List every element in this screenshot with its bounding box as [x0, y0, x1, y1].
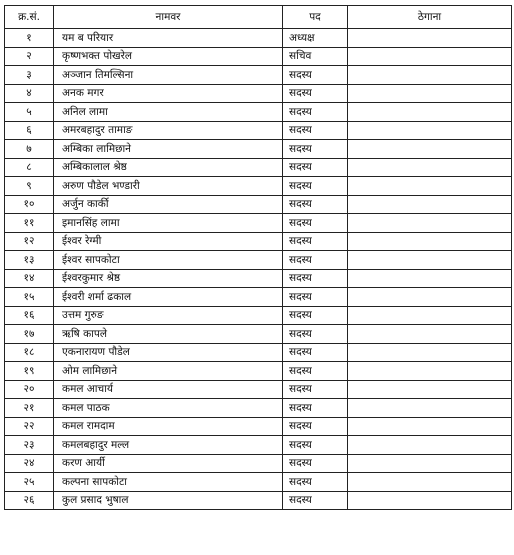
post-cell: सदस्य [283, 306, 348, 325]
address-cell [348, 417, 512, 436]
serial-number-cell: ४ [5, 84, 54, 103]
address-cell [348, 177, 512, 196]
address-cell [348, 66, 512, 85]
table-row [5, 84, 512, 103]
table-row [5, 140, 512, 159]
member-name-cell: कृष्णभक्त पोखरेल [54, 47, 283, 66]
header-row [5, 6, 512, 29]
address-cell [348, 121, 512, 140]
table-row [5, 473, 512, 492]
address-cell [348, 362, 512, 381]
serial-number-cell: २३ [5, 436, 54, 455]
post-cell: सदस्य [283, 103, 348, 122]
address-cell [348, 232, 512, 251]
member-name-cell: अनिल लामा [54, 103, 283, 122]
address-cell [348, 158, 512, 177]
member-name-cell: कमल पाठक [54, 399, 283, 418]
member-name-cell: ईश्वर सापकोटा [54, 251, 283, 270]
member-name-cell: ईश्वरी शर्मा ढकाल [54, 288, 283, 307]
member-name-cell: अम्बिकालाल श्रेष्ठ [54, 158, 283, 177]
member-name-cell: एकनारायण पौडेल [54, 343, 283, 362]
address-cell [348, 399, 512, 418]
table-row [5, 491, 512, 510]
address-cell [348, 436, 512, 455]
members-table [4, 5, 512, 510]
post-cell: सदस्य [283, 473, 348, 492]
address-cell [348, 473, 512, 492]
header-address: ठेगाना [348, 6, 512, 29]
address-cell [348, 84, 512, 103]
member-name-cell: अमरबहादुर तामाङ [54, 121, 283, 140]
table-row [5, 380, 512, 399]
address-cell [348, 491, 512, 510]
address-cell [348, 306, 512, 325]
serial-number-cell: २१ [5, 399, 54, 418]
table-row [5, 195, 512, 214]
post-cell: सदस्य [283, 251, 348, 270]
address-cell [348, 325, 512, 344]
address-cell [348, 269, 512, 288]
post-cell: अध्यक्ष [283, 29, 348, 48]
serial-number-cell: ८ [5, 158, 54, 177]
post-cell: सचिव [283, 47, 348, 66]
post-cell: सदस्य [283, 140, 348, 159]
member-name-cell: अनक मगर [54, 84, 283, 103]
serial-number-cell: १८ [5, 343, 54, 362]
header-serial-number: क्र.सं. [5, 6, 54, 29]
member-name-cell: अम्बिका लामिछाने [54, 140, 283, 159]
serial-number-cell: २२ [5, 417, 54, 436]
serial-number-cell: १२ [5, 232, 54, 251]
post-cell: सदस्य [283, 380, 348, 399]
address-cell [348, 454, 512, 473]
post-cell: सदस्य [283, 491, 348, 510]
address-cell [348, 214, 512, 233]
serial-number-cell: ७ [5, 140, 54, 159]
member-name-cell: कमल रामदाम [54, 417, 283, 436]
member-name-cell: अर्जुन कार्की [54, 195, 283, 214]
post-cell: सदस्य [283, 177, 348, 196]
header-name: नामवर [54, 6, 283, 29]
post-cell: सदस्य [283, 399, 348, 418]
table-row [5, 251, 512, 270]
table-row [5, 454, 512, 473]
table-row [5, 288, 512, 307]
member-name-cell: कमल आचार्य [54, 380, 283, 399]
table-row [5, 121, 512, 140]
address-cell [348, 343, 512, 362]
member-name-cell: यम ब परियार [54, 29, 283, 48]
post-cell: सदस्य [283, 362, 348, 381]
address-cell [348, 29, 512, 48]
table-row [5, 103, 512, 122]
address-cell [348, 288, 512, 307]
member-name-cell: ओम लामिछाने [54, 362, 283, 381]
serial-number-cell: २५ [5, 473, 54, 492]
table-row [5, 343, 512, 362]
post-cell: सदस्य [283, 195, 348, 214]
post-cell: सदस्य [283, 454, 348, 473]
serial-number-cell: १९ [5, 362, 54, 381]
address-cell [348, 47, 512, 66]
post-cell: सदस्य [283, 121, 348, 140]
table-row [5, 232, 512, 251]
serial-number-cell: १३ [5, 251, 54, 270]
member-name-cell: ईश्वर रेग्मी [54, 232, 283, 251]
post-cell: सदस्य [283, 66, 348, 85]
table-row [5, 306, 512, 325]
member-name-cell: अरुण पौडेल भण्डारी [54, 177, 283, 196]
serial-number-cell: ११ [5, 214, 54, 233]
table-row [5, 214, 512, 233]
table-row [5, 66, 512, 85]
serial-number-cell: ५ [5, 103, 54, 122]
serial-number-cell: २० [5, 380, 54, 399]
post-cell: सदस्य [283, 84, 348, 103]
member-name-cell: करण आर्यी [54, 454, 283, 473]
member-name-cell: कल्पना सापकोटा [54, 473, 283, 492]
serial-number-cell: १४ [5, 269, 54, 288]
serial-number-cell: १६ [5, 306, 54, 325]
table-row [5, 269, 512, 288]
post-cell: सदस्य [283, 288, 348, 307]
serial-number-cell: ६ [5, 121, 54, 140]
serial-number-cell: १० [5, 195, 54, 214]
address-cell [348, 251, 512, 270]
member-name-cell: ऋषि कापले [54, 325, 283, 344]
member-name-cell: कुल प्रसाद भुषाल [54, 491, 283, 510]
address-cell [348, 140, 512, 159]
table-row [5, 417, 512, 436]
serial-number-cell: ९ [5, 177, 54, 196]
post-cell: सदस्य [283, 269, 348, 288]
member-name-cell: ईश्वरकुमार श्रेष्ठ [54, 269, 283, 288]
table-row [5, 47, 512, 66]
table-body [5, 29, 512, 510]
serial-number-cell: २ [5, 47, 54, 66]
table-row [5, 177, 512, 196]
post-cell: सदस्य [283, 214, 348, 233]
table-row [5, 325, 512, 344]
member-name-cell: अञ्जान तिमल्सिना [54, 66, 283, 85]
post-cell: सदस्य [283, 158, 348, 177]
member-name-cell: कमलबहादुर मल्ल [54, 436, 283, 455]
post-cell: सदस्य [283, 343, 348, 362]
address-cell [348, 195, 512, 214]
serial-number-cell: १७ [5, 325, 54, 344]
address-cell [348, 380, 512, 399]
header-post: पद [283, 6, 348, 29]
post-cell: सदस्य [283, 436, 348, 455]
address-cell [348, 103, 512, 122]
post-cell: सदस्य [283, 417, 348, 436]
member-name-cell: इमानसिंह लामा [54, 214, 283, 233]
table-row [5, 362, 512, 381]
serial-number-cell: २४ [5, 454, 54, 473]
table-row [5, 399, 512, 418]
table-row [5, 158, 512, 177]
serial-number-cell: १५ [5, 288, 54, 307]
post-cell: सदस्य [283, 325, 348, 344]
serial-number-cell: १ [5, 29, 54, 48]
post-cell: सदस्य [283, 232, 348, 251]
serial-number-cell: २६ [5, 491, 54, 510]
serial-number-cell: ३ [5, 66, 54, 85]
table-row [5, 29, 512, 48]
table-row [5, 436, 512, 455]
member-name-cell: उत्तम गुरुङ [54, 306, 283, 325]
